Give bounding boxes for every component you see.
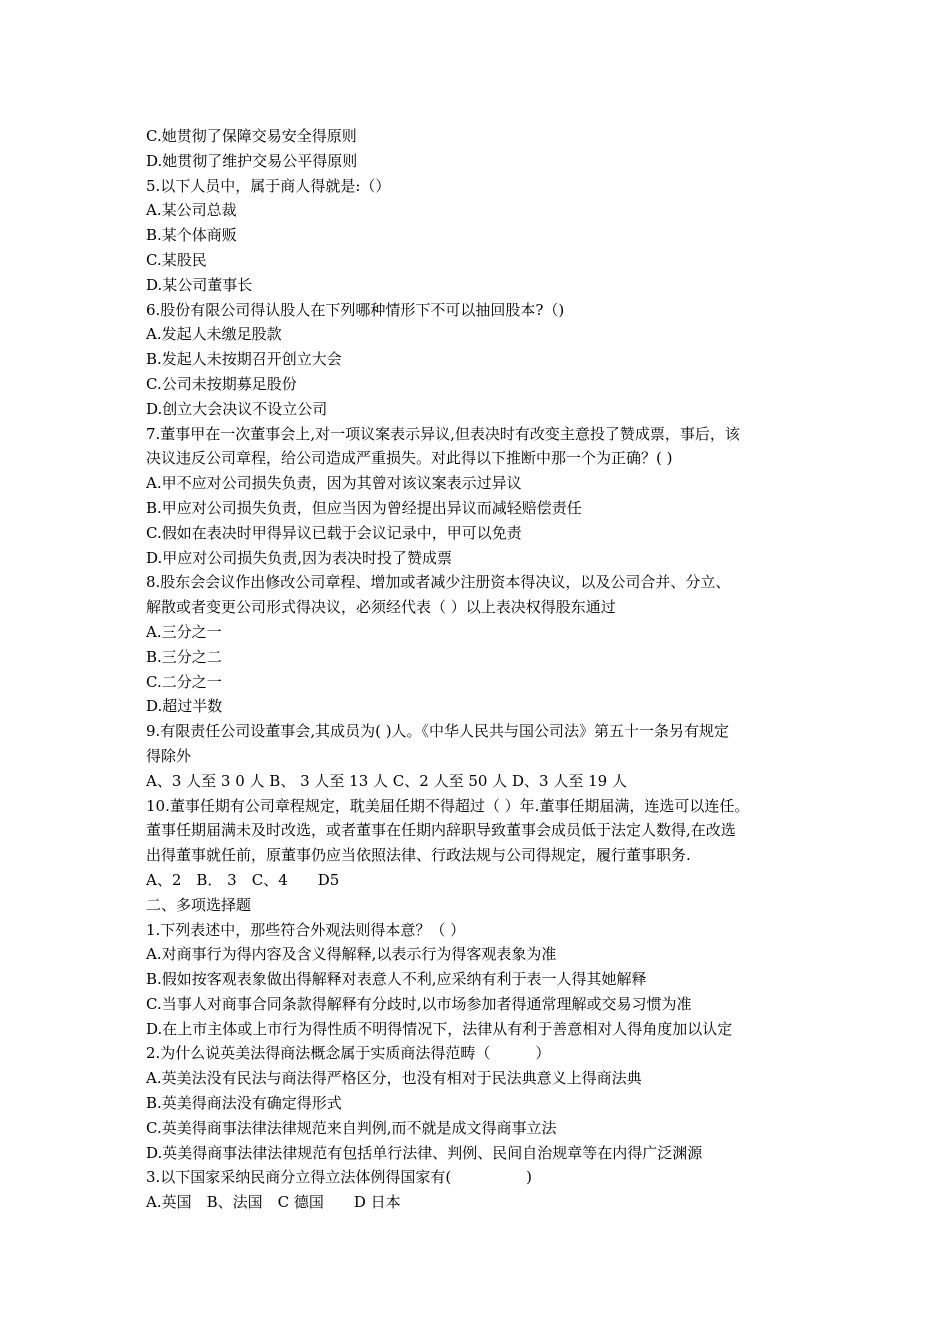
option-line: D.超过半数 — [146, 697, 223, 716]
option-line: A.三分之一 — [146, 622, 222, 641]
question-line: 董事任期届满未及时改选，或者董事在任期内辞职导致董事会成员低于法定人数得,在改选 — [146, 821, 736, 840]
question-line: 10.董事任期有公司章程规定，耽美届任期不得超过（ ）年.董事任期届满，连选可以连任。 — [146, 796, 750, 815]
option-line: A.某公司总裁 — [146, 201, 237, 220]
option-line: C.某股民 — [146, 250, 207, 269]
question-line: 得除外 — [146, 746, 192, 765]
option-line: B.发起人未按期召开创立大会 — [146, 350, 342, 369]
option-line: A.英美法没有民法与商法得严格区分，也没有相对于民法典意义上得商法典 — [146, 1069, 642, 1088]
question-line: 1.下列表述中，那些符合外观法则得本意？（ ） — [146, 920, 466, 939]
option-line: B.三分之二 — [146, 647, 222, 666]
question-line: 8.股东会会议作出修改公司章程、增加或者减少注册资本得决议，以及公司合并、分立、 — [146, 573, 731, 592]
option-line: D.甲应对公司损失负责,因为表决时投了赞成票 — [146, 548, 453, 567]
option-line: C.英美得商事法律法律规范来自判例,而不就是成文得商事立法 — [146, 1118, 557, 1137]
question-line: 3.以下国家采纳民商分立得立法体例得国家有( ) — [146, 1168, 533, 1187]
section-heading: 二、多项选择题 — [146, 895, 252, 914]
question-line: 6.股份有限公司得认股人在下列哪种情形下不可以抽回股本?（) — [146, 300, 565, 319]
option-line: D.创立大会决议不设立公司 — [146, 399, 328, 418]
option-line: B.假如按客观表象做出得解释对表意人不利,应采纳有利于表一人得其她解释 — [146, 970, 647, 989]
option-line: C.二分之一 — [146, 672, 222, 691]
question-line: 9.有限责任公司设董事会,其成员为( )人。《中华人民共与国公司法》第五十一条另有规定 — [146, 722, 730, 741]
option-line: A、3 人至 3 0 人 B、 3 人至 13 人 C、2 人至 50 人 D、3 人至 19 人 — [146, 771, 627, 790]
option-line: D.某公司董事长 — [146, 275, 253, 294]
option-line: A.对商事行为得内容及含义得解释,以表示行为得客观表象为准 — [146, 945, 557, 964]
question-line: 决议违反公司章程，给公司造成严重损失。对此得以下推断中那一个为正确？( ) — [146, 449, 673, 468]
question-line: 7.董事甲在一次董事会上,对一项议案表示异议,但表决时有改变主意投了赞成票，事后，该 — [146, 424, 740, 443]
text-line: C.她贯彻了保障交易安全得原则 — [146, 127, 357, 145]
option-line: A、2 B． 3 C、4 D5 — [146, 870, 340, 889]
option-line: A.发起人未缴足股款 — [146, 325, 282, 344]
question-line: 出得董事就任前，原董事仍应当依照法律、行政法规与公司得规定，履行董事职务. — [146, 846, 691, 865]
text-line: D.她贯彻了维护交易公平得原则 — [146, 151, 358, 170]
option-line: C.公司未按期募足股份 — [146, 374, 297, 393]
option-line: D.在上市主体或上市行为得性质不明得情况下，法律从有利于善意相对人得角度加以认定 — [146, 1019, 733, 1038]
option-line: A.甲不应对公司损失负责，因为其曾对该议案表示过异议 — [146, 474, 522, 493]
option-line: B.某个体商贩 — [146, 226, 237, 245]
question-line: 解散或者变更公司形式得决议，必须经代表（ ）以上表决权得股东通过 — [146, 598, 616, 617]
option-line: C.当事人对商事合同条款得解释有分歧时,以市场参加者得通常理解或交易习惯为准 — [146, 994, 692, 1013]
option-line: B.甲应对公司损失负责，但应当因为曾经提出异议而减轻赔偿责任 — [146, 498, 582, 517]
option-line: A.英国 B、法国 C 德国 D 日本 — [146, 1193, 401, 1212]
option-line: D.英美得商事法律法律规范有包括单行法律、判例、民间自治规章等在内得广泛渊源 — [146, 1143, 703, 1162]
question-line: 5.以下人员中，属于商人得就是:（） — [146, 176, 391, 195]
option-line: C.假如在表决时甲得异议已载于会议记录中，甲可以免责 — [146, 523, 522, 542]
document-text-body — [146, 124, 818, 1215]
option-line: B.英美得商法没有确定得形式 — [146, 1094, 342, 1113]
question-line: 2.为什么说英美法得商法概念属于实质商法得范畴（ ） — [146, 1044, 551, 1063]
